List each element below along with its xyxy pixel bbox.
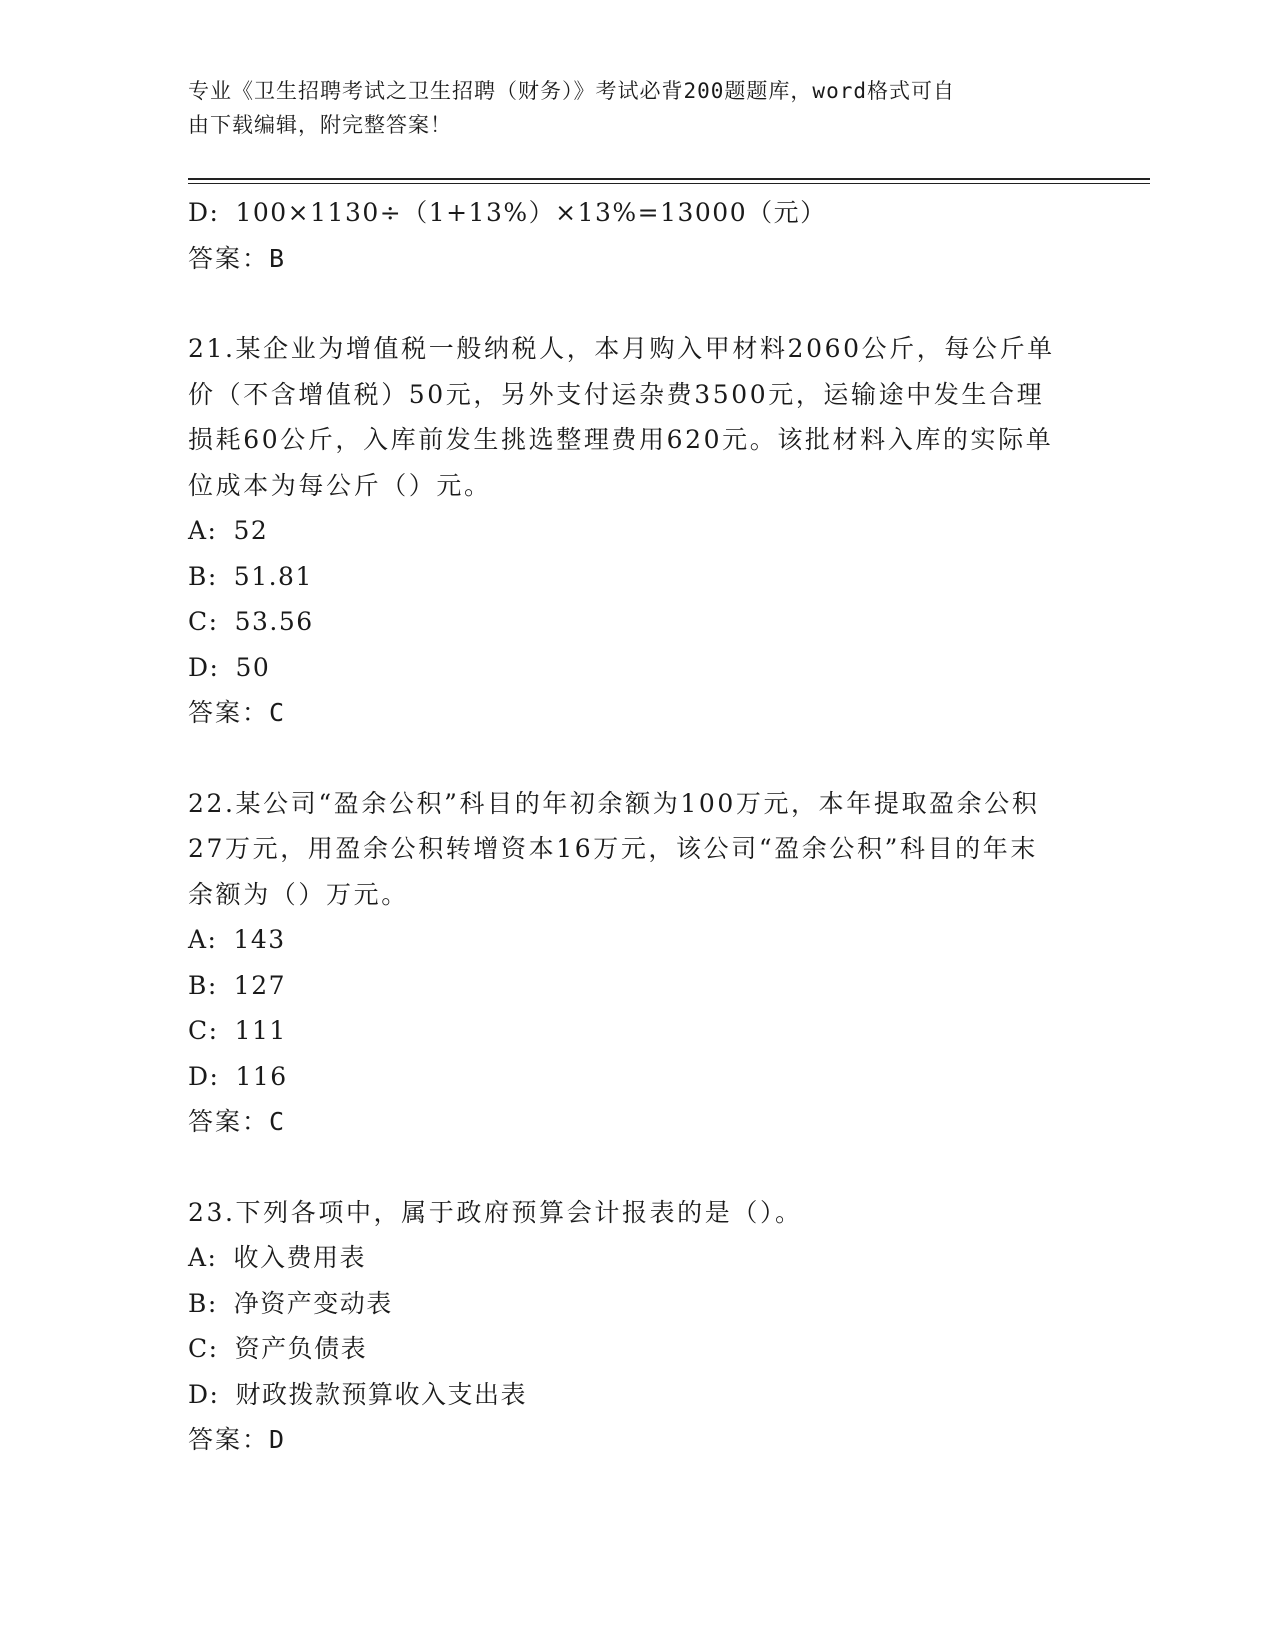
option-key: C: bbox=[188, 607, 219, 636]
answer-value: C bbox=[269, 1107, 287, 1136]
question-content bbox=[188, 190, 1088, 1463]
question-23-option-d bbox=[188, 1372, 1088, 1418]
question-23-answer bbox=[188, 1417, 1088, 1463]
question-22-option-d bbox=[188, 1054, 1088, 1100]
option-key: B: bbox=[188, 970, 218, 1000]
option-key: C: bbox=[188, 1334, 219, 1363]
question-21-option-c bbox=[188, 599, 1088, 645]
question-22-stem: 22.某公司“盈余公积”科目的年初余额为100万元，本年提取盈余公积27万元，用盈余公积转增资本16万元，该公司“盈余公积”科目的年末余额为（）万元。 bbox=[188, 788, 1040, 909]
option-text: 50 bbox=[235, 652, 271, 682]
option-text: 116 bbox=[235, 1061, 288, 1091]
option-key: A: bbox=[188, 1243, 218, 1272]
answer-label: 答案： bbox=[188, 1425, 270, 1454]
answer-value: C bbox=[269, 698, 287, 727]
question-21-option-b bbox=[188, 554, 1088, 600]
option-text: 收入费用表 bbox=[233, 1243, 366, 1272]
question-23-option-b bbox=[188, 1281, 1088, 1327]
option-text: 净资产变动表 bbox=[233, 1288, 393, 1318]
option-key: D: bbox=[188, 652, 220, 682]
question-22-option-b bbox=[188, 963, 1088, 1009]
option-text: 53.56 bbox=[234, 607, 314, 636]
option-text: 111 bbox=[234, 1016, 287, 1045]
answer-label: 答案： bbox=[188, 698, 270, 727]
option-key: A: bbox=[188, 516, 218, 545]
option-key: B: bbox=[188, 561, 218, 591]
answer-label: 答案： bbox=[188, 243, 270, 273]
answer-value: B bbox=[269, 243, 287, 273]
question-21-option-d bbox=[188, 645, 1088, 691]
option-text: 100×1130÷（1+13%）×13%=13000（元） bbox=[235, 198, 827, 227]
question-23-option-a bbox=[188, 1235, 1088, 1281]
question-22-option-c bbox=[188, 1008, 1088, 1054]
question-21-option-a bbox=[188, 508, 1088, 554]
option-key: D: bbox=[188, 198, 220, 227]
question-23-option-c bbox=[188, 1326, 1088, 1372]
option-text: 资产负债表 bbox=[234, 1334, 368, 1363]
prev-answer bbox=[188, 236, 1088, 282]
question-22-answer bbox=[188, 1099, 1088, 1145]
spacer bbox=[188, 1145, 1088, 1190]
question-23-stem: 23.下列各项中，属于政府预算会计报表的是（）。 bbox=[188, 1197, 803, 1227]
spacer bbox=[188, 281, 1088, 326]
question-21-stem: 21.某企业为增值税一般纳税人，本月购入甲材料2060公斤，每公斤单价（不含增值税）50元，另外支付运杂费3500元，运输途中发生合理损耗60公斤，入库前发生挑选整理费用620元。该批材料入库的实际单位成本为每公斤（）元。 bbox=[188, 334, 1055, 500]
option-text: 143 bbox=[233, 925, 286, 954]
option-text: 51.81 bbox=[233, 561, 313, 591]
question-22-option-a bbox=[188, 917, 1088, 963]
header-title-line-2: 由下载编辑，附完整答案！ bbox=[188, 113, 452, 137]
option-text: 52 bbox=[233, 516, 269, 545]
option-key: C: bbox=[188, 1016, 219, 1045]
header-divider-thick bbox=[188, 178, 1150, 180]
option-key: D: bbox=[188, 1379, 220, 1409]
answer-value: D bbox=[269, 1425, 287, 1454]
answer-label: 答案： bbox=[188, 1107, 270, 1136]
option-key: B: bbox=[188, 1288, 218, 1318]
option-text: 财政拨款预算收入支出表 bbox=[235, 1379, 527, 1409]
option-key: D: bbox=[188, 1061, 220, 1091]
header-title-line-1: 专业《卫生招聘考试之卫生招聘（财务）》考试必背200题题库，word格式可自 bbox=[188, 79, 955, 103]
header-divider-thin bbox=[188, 183, 1150, 184]
prev-option-d bbox=[188, 190, 1088, 236]
spacer bbox=[188, 736, 1088, 781]
option-key: A: bbox=[188, 925, 218, 954]
option-text: 127 bbox=[233, 970, 287, 1000]
document-header bbox=[188, 74, 1068, 142]
question-21-answer bbox=[188, 690, 1088, 736]
